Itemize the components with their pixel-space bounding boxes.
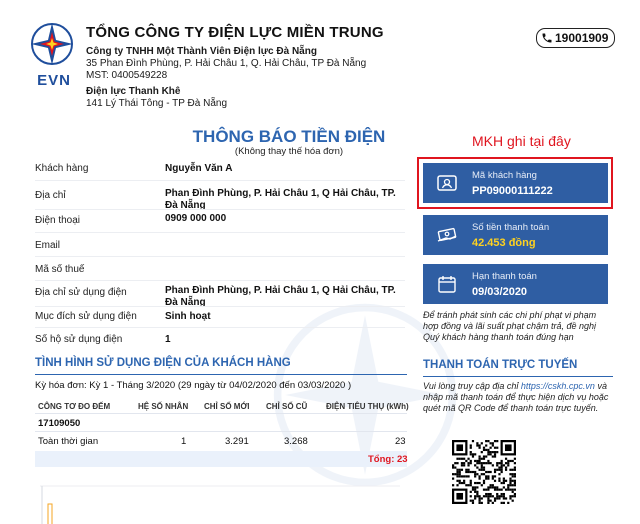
annotation-label: MKH ghi tại đây: [472, 133, 571, 149]
table-divider: [35, 431, 407, 432]
billing-period: Kỳ hóa đơn: Kỳ 1 - Tháng 3/2020 (29 ngày từ 04/02/2020 đến 03/03/2020 ): [35, 380, 352, 391]
notice-title: THÔNG BÁO TIỀN ĐIỆN: [192, 127, 386, 146]
usage-address-value: Phan Đình Phùng, P. Hải Châu 1, Q Hải Châu, TP. Đà Nẵng: [165, 285, 396, 308]
col-new-index: CHỈ SỐ MỚI: [204, 402, 250, 411]
payment-policy-note: Để tránh phát sinh các chi phí phạt vi phạm hợp đồng và lãi suất phạt chậm trả, đề nghị Quý khách hàng thanh toán đúng hạn: [423, 310, 597, 342]
online-desc-text: Vui lòng truy cập địa chỉ: [423, 381, 521, 391]
row-divider: [35, 180, 405, 181]
hotline-number: 19001909: [555, 31, 609, 45]
total-row: [35, 451, 407, 467]
hotline-badge[interactable]: [536, 28, 615, 48]
due-date-card: [423, 264, 608, 304]
usage-purpose-value: Sinh hoạt: [165, 311, 211, 322]
row-divider: [35, 232, 405, 233]
customer-name-value: Nguyễn Văn A: [165, 163, 233, 174]
col-multiplier: HỆ SỐ NHÂN: [138, 402, 189, 411]
usage-section-title: TÌNH HÌNH SỬ DỤNG ĐIỆN CỦA KHÁCH HÀNG: [35, 357, 291, 369]
col-consumption: ĐIỆN TIÊU THỤ (kWh): [326, 402, 409, 411]
row-divider: [35, 280, 405, 281]
household-count-label: Số hộ sử dụng điện: [35, 334, 123, 345]
usage-chart-area: [40, 484, 400, 524]
phone-label: Điện thoại: [35, 215, 81, 226]
online-payment-divider: [423, 376, 613, 377]
customer-code-value: PP09000111222: [472, 185, 553, 197]
row-old-index: 3.268: [284, 436, 308, 447]
row-divider: [35, 306, 405, 307]
row-consumption: 23: [395, 436, 406, 447]
usage-address-label: Địa chỉ sử dụng điện: [35, 287, 127, 298]
phone-icon: [541, 32, 553, 44]
payment-qr-code[interactable]: [452, 440, 516, 504]
online-desc-text-2: và nhập mã thanh toán để thực hiện dịch vụ hoặc quét mã QR Code để thanh toán trực tuyến.: [423, 381, 609, 413]
online-payment-description: [423, 381, 619, 414]
online-payment-title: THANH TOÁN TRỰC TUYẾN: [423, 359, 578, 371]
company-address: 35 Phan Đình Phùng, P. Hải Châu 1, Q. Hải Châu, TP Đà Nẵng: [86, 58, 367, 69]
usage-section-divider: [35, 374, 407, 375]
address-value: Phan Đình Phùng, P. Hải Châu 1, Q Hải Châu, TP. Đà Nẵng: [165, 188, 396, 211]
col-meter: CÔNG TƠ ĐO ĐẾM: [38, 402, 111, 411]
branch-address: 141 Lý Thái Tông - TP Đà Nẵng: [86, 98, 228, 109]
row-divider: [35, 327, 405, 328]
email-label: Email: [35, 240, 61, 251]
notice-subtitle: (Không thay thế hóa đơn): [234, 146, 344, 157]
row-new-index: 3.291: [225, 436, 249, 447]
cskh-link[interactable]: https://cskh.cpc.vn: [520, 381, 595, 391]
evn-logo: [26, 20, 78, 94]
tax-code-label: Mã số thuế: [35, 264, 85, 275]
calendar-icon: [437, 275, 457, 293]
col-old-index: CHỈ SỐ CŨ: [266, 402, 308, 411]
logo-text: EVN: [37, 72, 71, 89]
payment-amount-label: Số tiền thanh toán: [472, 222, 550, 233]
row-multiplier: 1: [181, 436, 187, 447]
table-divider: [35, 413, 407, 414]
payment-amount-value: 42.453 đồng: [472, 237, 536, 249]
due-date-label: Hạn thanh toán: [472, 271, 537, 282]
household-count-value: 1: [165, 334, 171, 345]
meter-id: 17109050: [38, 418, 81, 429]
customer-name-label: Khách hàng: [35, 163, 89, 174]
row-divider: [35, 209, 405, 210]
phone-value: 0909 000 000: [165, 213, 227, 224]
money-icon: [437, 226, 457, 244]
company-tax-code: MST: 0400549228: [86, 70, 168, 81]
address-label: Địa chỉ: [35, 190, 66, 201]
evn-emblem-icon: [26, 20, 78, 72]
row-name: Toàn thời gian: [38, 436, 99, 447]
due-date-value: 09/03/2020: [472, 286, 528, 298]
payment-amount-card: [423, 215, 608, 255]
customer-code-highlight: [417, 157, 613, 209]
branch-name: Điện lực Thanh Khê: [86, 86, 181, 97]
customer-code-label: Mã khách hàng: [472, 170, 537, 181]
corporation-title: TỔNG CÔNG TY ĐIỆN LỰC MIỀN TRUNG: [86, 24, 384, 41]
company-name: Công ty TNHH Một Thành Viên Điện lực Đà Nẵng: [86, 46, 317, 57]
row-divider: [35, 256, 405, 257]
total-consumption: Tổng: 23: [368, 454, 408, 465]
usage-purpose-label: Mục đích sử dụng điện: [35, 311, 137, 322]
